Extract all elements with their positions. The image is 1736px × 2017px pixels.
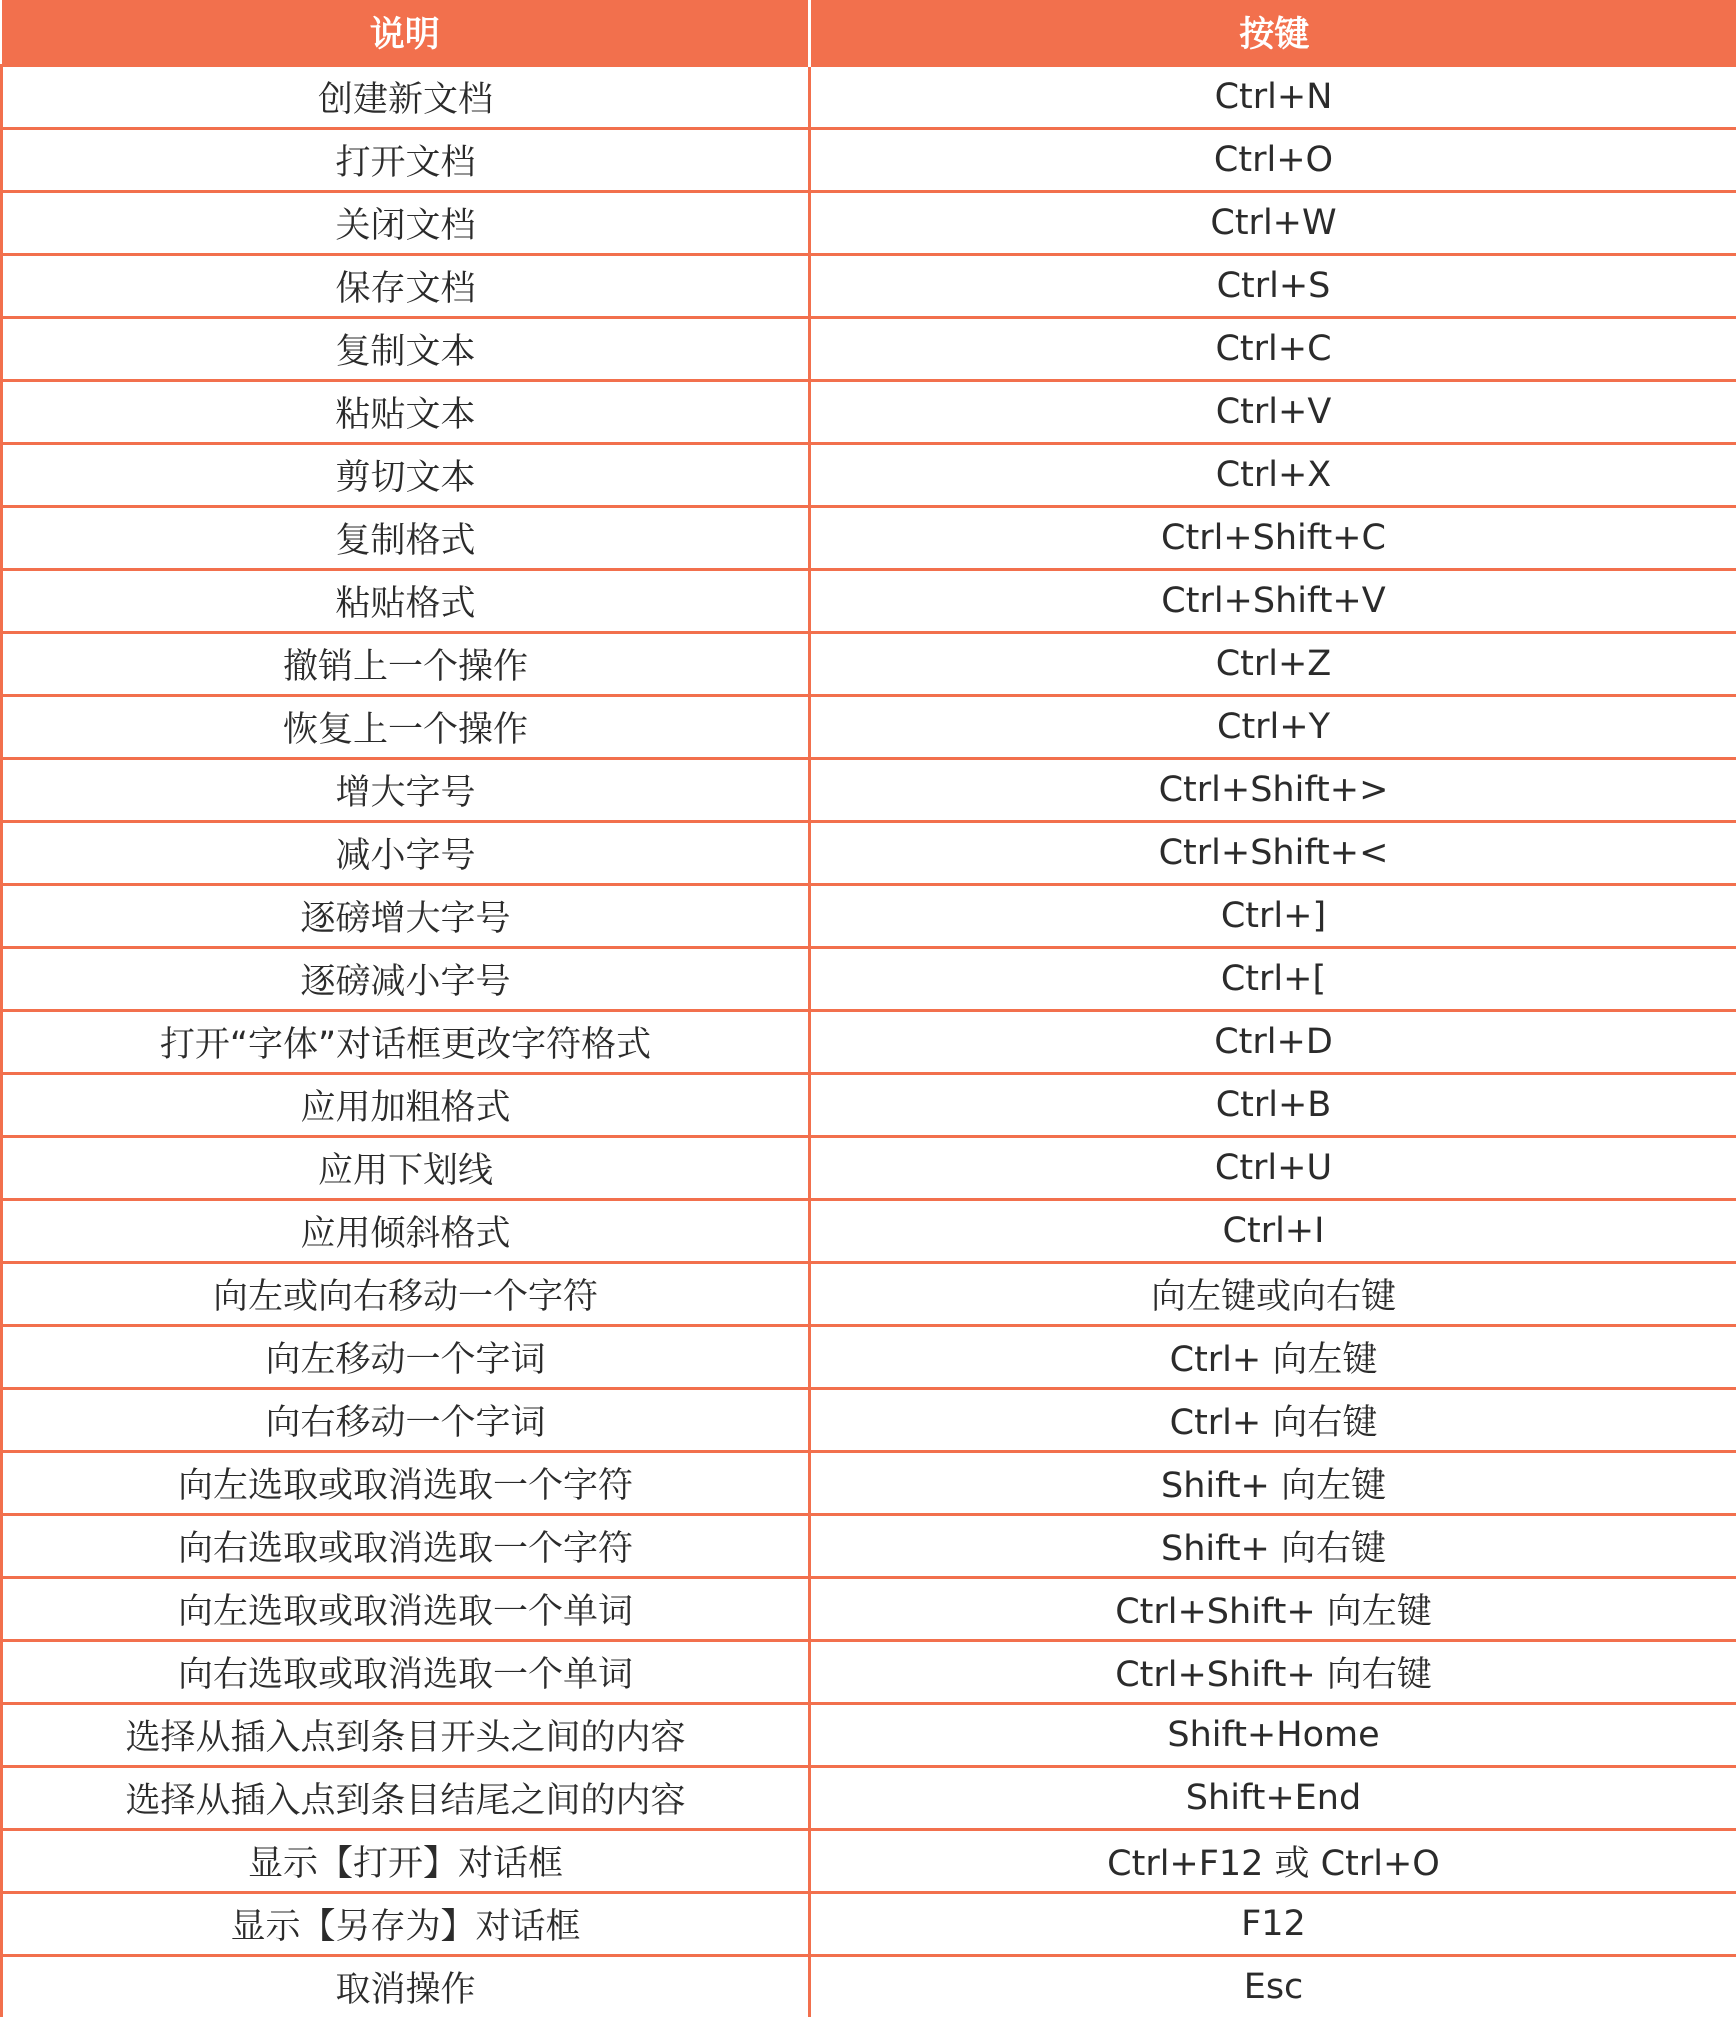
table-row bbox=[2, 255, 1736, 318]
table-row bbox=[2, 1704, 1736, 1767]
keys-cell: 向左键或向右键 bbox=[810, 1263, 1736, 1326]
table-row bbox=[2, 759, 1736, 822]
keys-cell: Shift+ 向右键 bbox=[810, 1515, 1736, 1578]
keys-cell: Ctrl+N bbox=[810, 66, 1736, 129]
header-description: 说明 bbox=[2, 0, 810, 66]
keys-cell: Ctrl+I bbox=[810, 1200, 1736, 1263]
table-row bbox=[2, 381, 1736, 444]
table-row bbox=[2, 822, 1736, 885]
keys-cell: Ctrl+Y bbox=[810, 696, 1736, 759]
keys-cell: Shift+End bbox=[810, 1767, 1736, 1830]
keys-cell: Ctrl+Shift+C bbox=[810, 507, 1736, 570]
table-row bbox=[2, 444, 1736, 507]
description-cell: 逐磅减小字号 bbox=[2, 948, 810, 1011]
description-cell: 向右移动一个字词 bbox=[2, 1389, 810, 1452]
table-row bbox=[2, 192, 1736, 255]
table-row bbox=[2, 1074, 1736, 1137]
keys-cell: F12 bbox=[810, 1893, 1736, 1956]
table-row bbox=[2, 1389, 1736, 1452]
table-row bbox=[2, 1200, 1736, 1263]
table-row bbox=[2, 1137, 1736, 1200]
keys-cell: Ctrl+Shift+ 向左键 bbox=[810, 1578, 1736, 1641]
keys-cell: Ctrl+B bbox=[810, 1074, 1736, 1137]
keys-cell: Ctrl+Shift+< bbox=[810, 822, 1736, 885]
table-row bbox=[2, 318, 1736, 381]
table-row bbox=[2, 1767, 1736, 1830]
table-row bbox=[2, 1830, 1736, 1893]
header-row bbox=[2, 0, 1736, 66]
keys-cell: Ctrl+[ bbox=[810, 948, 1736, 1011]
description-cell: 向左选取或取消选取一个单词 bbox=[2, 1578, 810, 1641]
description-cell: 向左或向右移动一个字符 bbox=[2, 1263, 810, 1326]
table-row bbox=[2, 129, 1736, 192]
description-cell: 显示【打开】对话框 bbox=[2, 1830, 810, 1893]
table-row bbox=[2, 1452, 1736, 1515]
table-row bbox=[2, 1893, 1736, 1956]
description-cell: 逐磅增大字号 bbox=[2, 885, 810, 948]
description-cell: 恢复上一个操作 bbox=[2, 696, 810, 759]
description-cell: 粘贴格式 bbox=[2, 570, 810, 633]
keys-cell: Ctrl+D bbox=[810, 1011, 1736, 1074]
description-cell: 应用下划线 bbox=[2, 1137, 810, 1200]
table-row bbox=[2, 696, 1736, 759]
description-cell: 创建新文档 bbox=[2, 66, 810, 129]
keys-cell: Shift+Home bbox=[810, 1704, 1736, 1767]
description-cell: 打开“字体”对话框更改字符格式 bbox=[2, 1011, 810, 1074]
keys-cell: Ctrl+Shift+> bbox=[810, 759, 1736, 822]
keys-cell: Ctrl+U bbox=[810, 1137, 1736, 1200]
description-cell: 复制文本 bbox=[2, 318, 810, 381]
keys-cell: Ctrl+ 向右键 bbox=[810, 1389, 1736, 1452]
keys-cell: Shift+ 向左键 bbox=[810, 1452, 1736, 1515]
description-cell: 向左移动一个字词 bbox=[2, 1326, 810, 1389]
keys-cell: Ctrl+Z bbox=[810, 633, 1736, 696]
keys-cell: Ctrl+Shift+ 向右键 bbox=[810, 1641, 1736, 1704]
keys-cell: Esc bbox=[810, 1956, 1736, 2017]
description-cell: 关闭文档 bbox=[2, 192, 810, 255]
keys-cell: Ctrl+V bbox=[810, 381, 1736, 444]
table-row bbox=[2, 1326, 1736, 1389]
keys-cell: Ctrl+ 向左键 bbox=[810, 1326, 1736, 1389]
table-row bbox=[2, 633, 1736, 696]
description-cell: 应用倾斜格式 bbox=[2, 1200, 810, 1263]
table-row bbox=[2, 507, 1736, 570]
table-row bbox=[2, 1515, 1736, 1578]
table-row bbox=[2, 1011, 1736, 1074]
table-row bbox=[2, 570, 1736, 633]
description-cell: 保存文档 bbox=[2, 255, 810, 318]
table-row bbox=[2, 948, 1736, 1011]
description-cell: 向右选取或取消选取一个字符 bbox=[2, 1515, 810, 1578]
table-row bbox=[2, 66, 1736, 129]
description-cell: 增大字号 bbox=[2, 759, 810, 822]
table-body bbox=[2, 66, 1736, 2017]
keys-cell: Ctrl+W bbox=[810, 192, 1736, 255]
description-cell: 减小字号 bbox=[2, 822, 810, 885]
description-cell: 应用加粗格式 bbox=[2, 1074, 810, 1137]
table-row bbox=[2, 1578, 1736, 1641]
keys-cell: Ctrl+X bbox=[810, 444, 1736, 507]
description-cell: 选择从插入点到条目结尾之间的内容 bbox=[2, 1767, 810, 1830]
table-row bbox=[2, 1956, 1736, 2017]
header-keys: 按键 bbox=[810, 0, 1736, 66]
description-cell: 显示【另存为】对话框 bbox=[2, 1893, 810, 1956]
description-cell: 剪切文本 bbox=[2, 444, 810, 507]
keys-cell: Ctrl+C bbox=[810, 318, 1736, 381]
description-cell: 取消操作 bbox=[2, 1956, 810, 2017]
table-row bbox=[2, 1641, 1736, 1704]
table-row bbox=[2, 1263, 1736, 1326]
description-cell: 向左选取或取消选取一个字符 bbox=[2, 1452, 810, 1515]
table-row bbox=[2, 885, 1736, 948]
keys-cell: Ctrl+O bbox=[810, 129, 1736, 192]
description-cell: 撤销上一个操作 bbox=[2, 633, 810, 696]
keys-cell: Ctrl+] bbox=[810, 885, 1736, 948]
keys-cell: Ctrl+S bbox=[810, 255, 1736, 318]
description-cell: 打开文档 bbox=[2, 129, 810, 192]
keys-cell: Ctrl+F12 或 Ctrl+O bbox=[810, 1830, 1736, 1893]
keys-cell: Ctrl+Shift+V bbox=[810, 570, 1736, 633]
description-cell: 复制格式 bbox=[2, 507, 810, 570]
description-cell: 粘贴文本 bbox=[2, 381, 810, 444]
description-cell: 向右选取或取消选取一个单词 bbox=[2, 1641, 810, 1704]
description-cell: 选择从插入点到条目开头之间的内容 bbox=[2, 1704, 810, 1767]
